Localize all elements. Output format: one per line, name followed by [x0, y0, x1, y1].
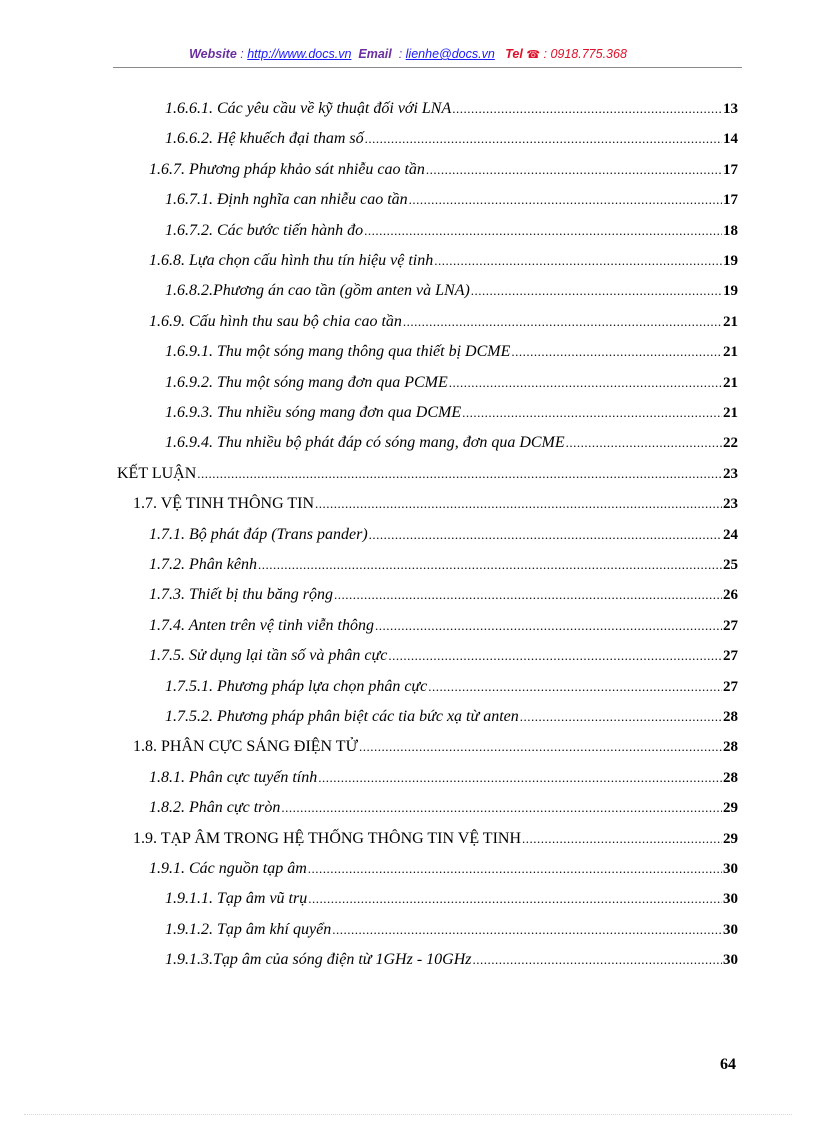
toc-leader-dots [426, 159, 722, 181]
toc-entry-title: 1.6.9.3. Thu nhiều sóng mang đơn qua DCME [165, 404, 462, 421]
toc-entry-title: 1.9.1. Các nguồn tạp âm [149, 860, 307, 877]
toc-entry[interactable] [149, 615, 738, 637]
toc-entry-page: 28 [723, 709, 738, 725]
toc-entry[interactable] [165, 372, 738, 394]
website-link[interactable]: http://www.docs.vn [247, 47, 352, 61]
toc-entry-page: 21 [723, 405, 738, 421]
toc-entry-page: 25 [723, 557, 738, 573]
toc-leader-dots [409, 189, 722, 211]
toc-entry-page: 22 [723, 435, 738, 452]
toc-entry[interactable] [165, 432, 738, 454]
toc-entry-title: 1.7.3. Thiết bị thu băng rộng [149, 586, 334, 604]
toc-entry-title: 1.7.2. Phân kênh [149, 556, 257, 573]
toc-entry[interactable] [165, 402, 738, 424]
toc-entry[interactable] [165, 919, 738, 941]
toc-entry[interactable] [133, 736, 738, 758]
toc-entry-page: 26 [723, 587, 738, 604]
page-number: 64 [720, 1056, 736, 1073]
toc-leader-dots [434, 250, 722, 272]
toc-entry-page: 14 [723, 131, 738, 148]
toc-leader-dots [258, 554, 722, 576]
toc-leader-dots [462, 402, 722, 424]
toc-entry-page: 30 [723, 921, 738, 938]
toc-entry-title: 1.6.7.1. Định nghĩa can nhiễu cao tần [165, 191, 408, 209]
toc-leader-dots [332, 919, 722, 941]
toc-leader-dots [471, 280, 722, 302]
toc-entry-title: 1.6.9.4. Thu nhiều bộ phát đáp có sóng mang, đơn qua DCME [165, 434, 565, 452]
toc-leader-dots [315, 493, 722, 515]
website-label: Website [189, 47, 237, 61]
toc-entry-title: 1.9.1.2. Tạp âm khí quyển [165, 920, 332, 938]
toc-entry-page: 13 [723, 101, 738, 117]
toc-leader-dots [334, 584, 722, 606]
toc-entry-title: 1.7. VỆ TINH THÔNG TIN [133, 495, 315, 513]
toc-entry-page: 29 [723, 800, 738, 817]
toc-entry-title: 1.6.6.1. Các yêu cầu về kỹ thuật đối với LNA [165, 100, 452, 117]
page-header: Website : http://www.docs.vn Email : lienhe@docs.vn Tel ☎ : 0918.775.368 [189, 47, 627, 61]
toc-entry-title: 1.6.9.2. Thu một sóng mang đơn qua PCME [165, 373, 448, 391]
toc-entry[interactable] [149, 311, 738, 333]
toc-entry-title: 1.6.9.1. Thu một sóng mang thông qua thiết bị DCME [165, 343, 511, 361]
toc-entry-page: 21 [723, 344, 738, 361]
toc-entry[interactable] [149, 767, 738, 789]
email-label: Email [358, 47, 392, 61]
toc-leader-dots [197, 463, 722, 485]
toc-entry-title: 1.7.1. Bộ phát đáp (Trans pander) [149, 525, 368, 543]
toc-entry-title: 1.7.5.1. Phương pháp lựa chọn phân cực [165, 677, 428, 695]
toc-entry[interactable] [149, 584, 738, 606]
toc-entry-title: 1.6.7. Phương pháp khảo sát nhiễu cao tần [149, 160, 425, 178]
toc-entry[interactable] [149, 554, 738, 576]
toc-entry-page: 27 [723, 678, 738, 695]
toc-entry-title: 1.6.8. Lựa chọn cấu hình thu tín hiệu vệ tinh [149, 252, 434, 269]
toc-entry-page: 21 [723, 313, 738, 330]
toc-entry-title: 1.7.5.2. Phương pháp phân biệt các tia bức xạ từ anten [165, 708, 519, 725]
toc-entry-title: 1.7.5. Sử dụng lại tần số và phân cực [149, 647, 388, 665]
toc-entry[interactable] [133, 828, 738, 850]
email-link[interactable]: lienhe@docs.vn [405, 47, 495, 61]
toc-entry-page: 28 [723, 769, 738, 786]
tel-label: Tel [505, 47, 523, 61]
toc-entry[interactable] [165, 676, 738, 698]
toc-leader-dots [359, 736, 722, 758]
toc-leader-dots [449, 372, 722, 394]
toc-leader-dots [403, 311, 722, 333]
toc-entry-page: 27 [723, 648, 738, 665]
toc-entry-page: 17 [723, 161, 738, 178]
toc-entry-title: 1.9.1.1. Tạp âm vũ trụ [165, 890, 308, 908]
toc-leader-dots [318, 767, 722, 789]
toc-entry[interactable] [165, 706, 738, 728]
toc-entry-title: 1.6.7.2. Các bước tiến hành đo [165, 221, 364, 239]
toc-leader-dots [473, 949, 723, 971]
toc-entry-page: 27 [723, 617, 738, 634]
toc-entry-page: 30 [723, 891, 738, 908]
toc-entry-page: 28 [723, 739, 738, 756]
toc-entry-title: 1.8.2. Phân cực tròn [149, 799, 281, 817]
toc-entry[interactable] [133, 493, 738, 515]
toc-entry[interactable] [149, 797, 738, 819]
toc-leader-dots [566, 432, 722, 454]
toc-entry[interactable] [149, 250, 738, 272]
toc-entry-page: 18 [723, 222, 738, 239]
toc-entry[interactable] [165, 220, 738, 242]
toc-entry[interactable] [165, 189, 738, 211]
toc-entry-title: 1.6.9. Cấu hình thu sau bộ chia cao tần [149, 312, 402, 330]
toc-entry-page: 19 [723, 253, 738, 269]
toc-entry-page: 24 [723, 526, 738, 543]
toc-entry[interactable] [165, 341, 738, 363]
toc-entry-title: 1.8. PHÂN CỰC SÁNG ĐIỆN TỬ [133, 738, 358, 756]
toc-entry-title: 1.6.6.2. Hệ khuếch đại tham số [165, 130, 364, 148]
toc-entry-page: 19 [723, 283, 738, 300]
toc-entry[interactable] [165, 949, 738, 971]
toc-leader-dots [364, 220, 722, 242]
toc-leader-dots [375, 615, 722, 637]
toc-entry[interactable] [165, 128, 738, 150]
toc-entry-title: 1.6.8.2.Phương án cao tần (gồm anten và LNA) [165, 282, 470, 300]
toc-leader-dots [522, 828, 722, 850]
toc-entry[interactable] [149, 858, 738, 880]
toc-leader-dots [428, 676, 722, 698]
toc-entry[interactable] [149, 159, 738, 181]
toc-entry[interactable] [165, 888, 738, 910]
footer-divider [24, 1114, 792, 1115]
toc-leader-dots [308, 858, 722, 880]
toc-leader-dots [308, 888, 722, 910]
toc-entry-title: 1.9. TẠP ÂM TRONG HỆ THỐNG THÔNG TIN VỆ TINH [133, 829, 522, 847]
toc-entry[interactable] [149, 645, 738, 667]
toc-entry-page: 23 [723, 465, 738, 482]
toc-leader-dots [365, 128, 722, 150]
toc-entry-title: KẾT LUẬN [117, 464, 197, 482]
toc-entry-page: 17 [723, 192, 738, 209]
toc-leader-dots [452, 98, 722, 120]
toc-entry-page: 29 [723, 830, 738, 847]
toc-entry[interactable] [165, 280, 738, 302]
phone-icon: ☎ [526, 49, 541, 61]
toc-entry-page: 30 [723, 861, 738, 877]
toc-entry-title: 1.7.4. Anten trên vệ tinh viễn thông [149, 616, 374, 634]
toc-leader-dots [511, 341, 722, 363]
toc-leader-dots [388, 645, 722, 667]
header-divider [113, 67, 742, 68]
toc-leader-dots [369, 524, 722, 546]
toc-entry[interactable] [165, 98, 738, 120]
toc-entry-page: 30 [723, 952, 738, 969]
toc-leader-dots [520, 706, 722, 728]
toc-entry-page: 23 [723, 496, 738, 513]
toc-entry-title: 1.9.1.3.Tạp âm của sóng điện từ 1GHz - 10GHz [165, 951, 472, 969]
toc-entry[interactable] [117, 463, 738, 485]
tel-number: 0918.775.368 [550, 47, 627, 61]
toc-entry-title: 1.8.1. Phân cực tuyến tính [149, 768, 318, 786]
toc-entry-page: 21 [723, 374, 738, 391]
toc-entry[interactable] [149, 524, 738, 546]
toc-leader-dots [281, 797, 722, 819]
